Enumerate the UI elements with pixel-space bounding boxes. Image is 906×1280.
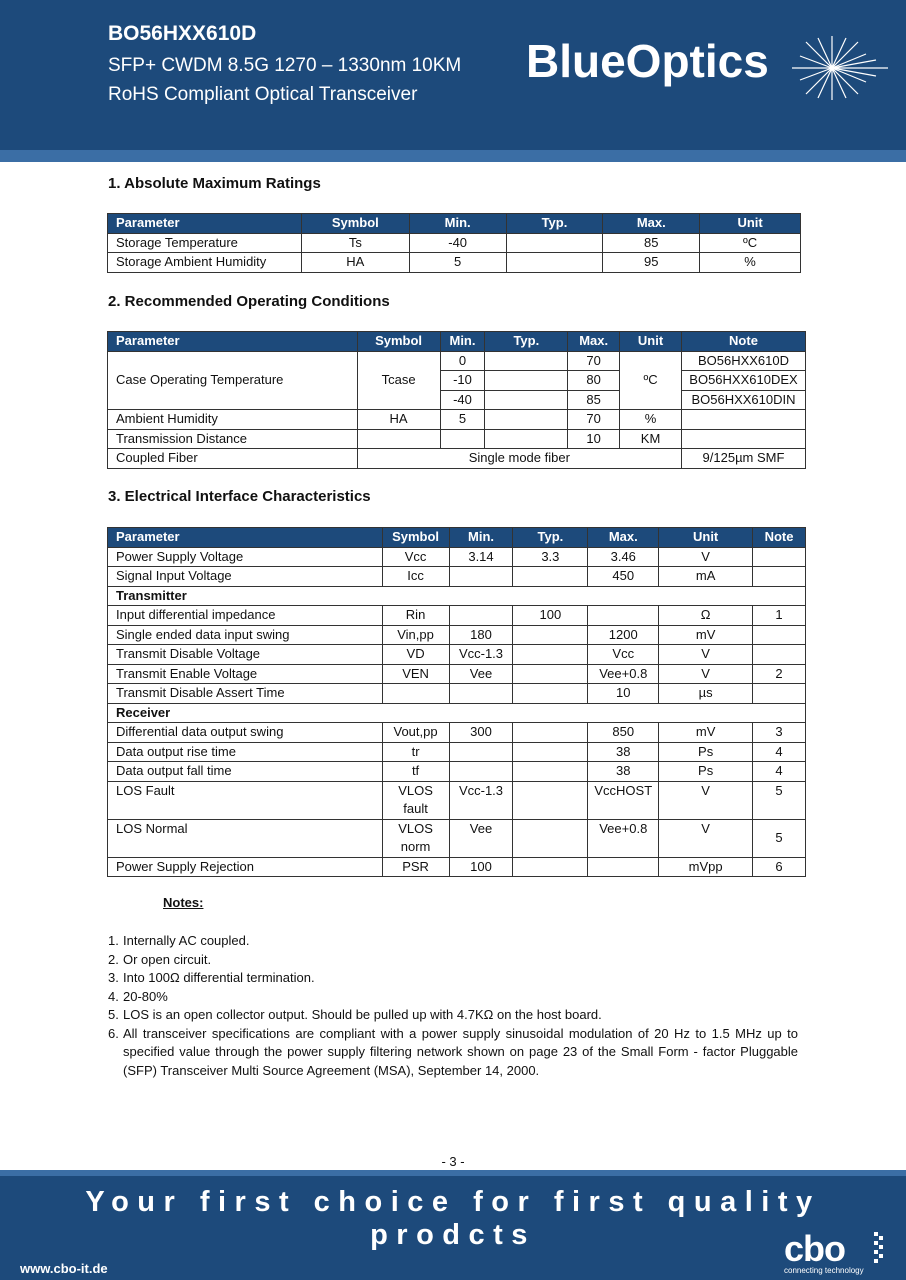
table-header-row bbox=[108, 214, 801, 234]
table-cell: BO56HXX610D bbox=[681, 351, 805, 371]
table-cell: 2 bbox=[753, 664, 806, 684]
table-row bbox=[108, 429, 806, 449]
table-cell bbox=[681, 429, 805, 449]
table-cell: HA bbox=[301, 253, 409, 273]
table-cell bbox=[382, 781, 449, 819]
table-cell: Ts bbox=[301, 233, 409, 253]
table-cell: 1200 bbox=[588, 625, 659, 645]
table-cell: mA bbox=[659, 567, 753, 587]
absolute-max-ratings-table bbox=[107, 213, 801, 273]
list-item bbox=[108, 1006, 798, 1025]
table-cell: VccHOST bbox=[588, 781, 659, 819]
table-subheader-row bbox=[108, 703, 806, 723]
table-cell bbox=[449, 567, 513, 587]
table-cell bbox=[485, 429, 568, 449]
list-item bbox=[108, 969, 798, 988]
note-number: 5. bbox=[108, 1007, 119, 1022]
col-header: Unit bbox=[700, 214, 801, 234]
table-cell bbox=[440, 429, 485, 449]
table-cell: 85 bbox=[568, 390, 620, 410]
note-number: 3. bbox=[108, 970, 119, 985]
table-cell: Transmit Enable Voltage bbox=[108, 664, 383, 684]
table-cell bbox=[513, 723, 588, 743]
table-cell bbox=[513, 645, 588, 665]
table-cell: -40 bbox=[409, 233, 506, 253]
col-header: Min. bbox=[409, 214, 506, 234]
cbo-logo: cbo bbox=[784, 1228, 846, 1269]
table-cell bbox=[513, 781, 588, 819]
table-cell: 300 bbox=[449, 723, 513, 743]
list-item bbox=[108, 932, 798, 951]
table-row bbox=[108, 664, 806, 684]
table-cell: Case Operating Temperature bbox=[108, 351, 358, 410]
symbol-line: norm bbox=[400, 838, 431, 854]
table-cell: Vee bbox=[449, 819, 513, 857]
table-cell bbox=[513, 819, 588, 857]
table-row bbox=[108, 625, 806, 645]
table-cell bbox=[753, 684, 806, 704]
note-number: 2. bbox=[108, 951, 119, 967]
starburst-logo-icon bbox=[792, 36, 888, 100]
product-description: RoHS Compliant Optical Transceiver bbox=[108, 84, 418, 105]
table-cell: 0 bbox=[440, 351, 485, 371]
section-2-title: 2. Recommended Operating Conditions bbox=[108, 293, 390, 310]
table-header-row bbox=[108, 332, 806, 352]
table-row bbox=[108, 567, 806, 587]
table-cell bbox=[449, 606, 513, 626]
table-cell bbox=[449, 742, 513, 762]
operating-conditions-table bbox=[107, 331, 806, 469]
table-cell: Single ended data input swing bbox=[108, 625, 383, 645]
table-cell: V bbox=[659, 645, 753, 665]
table-cell bbox=[357, 429, 440, 449]
table-cell: Signal Input Voltage bbox=[108, 567, 383, 587]
table-cell: ºC bbox=[700, 233, 801, 253]
table-row bbox=[108, 233, 801, 253]
table-row bbox=[108, 781, 806, 819]
table-cell: tf bbox=[382, 762, 449, 782]
table-cell bbox=[513, 857, 588, 877]
table-cell: 5 bbox=[753, 819, 806, 857]
table-cell bbox=[681, 410, 805, 430]
table-cell: 100 bbox=[449, 857, 513, 877]
note-text: Internally AC coupled. bbox=[123, 933, 250, 948]
table-cell: % bbox=[620, 410, 682, 430]
table-row bbox=[108, 449, 806, 469]
table-row bbox=[108, 351, 806, 371]
table-cell: Power Supply Voltage bbox=[108, 547, 383, 567]
transmitter-subheader: Transmitter bbox=[108, 586, 806, 606]
table-cell: Storage Ambient Humidity bbox=[108, 253, 302, 273]
table-cell: mVpp bbox=[659, 857, 753, 877]
table-cell: Vcc-1.3 bbox=[449, 781, 513, 819]
section-1-title: 1. Absolute Maximum Ratings bbox=[108, 175, 321, 192]
table-cell bbox=[485, 390, 568, 410]
table-subheader-row bbox=[108, 586, 806, 606]
notes-list bbox=[108, 932, 798, 1080]
table-header-row bbox=[108, 528, 806, 548]
col-header: Parameter bbox=[108, 214, 302, 234]
note-text: Or open circuit. bbox=[123, 951, 212, 967]
table-cell: Ω bbox=[659, 606, 753, 626]
table-row bbox=[108, 253, 801, 273]
list-item bbox=[108, 988, 798, 1007]
col-header: Symbol bbox=[357, 332, 440, 352]
table-cell: Data output fall time bbox=[108, 762, 383, 782]
table-cell: BO56HXX610DEX bbox=[681, 371, 805, 391]
cbo-dots-icon bbox=[872, 1230, 884, 1266]
col-header: Unit bbox=[620, 332, 682, 352]
table-cell: 5 bbox=[409, 253, 506, 273]
table-cell: Ps bbox=[659, 742, 753, 762]
table-cell: 180 bbox=[449, 625, 513, 645]
col-header: Symbol bbox=[382, 528, 449, 548]
table-cell: 85 bbox=[603, 233, 700, 253]
table-cell: Vee bbox=[449, 664, 513, 684]
table-cell: Transmit Disable Assert Time bbox=[108, 684, 383, 704]
table-cell bbox=[485, 410, 568, 430]
table-row bbox=[108, 819, 806, 857]
table-cell bbox=[753, 625, 806, 645]
product-code: BO56HXX610D bbox=[108, 22, 257, 45]
table-cell bbox=[753, 547, 806, 567]
table-row bbox=[108, 742, 806, 762]
table-cell: Icc bbox=[382, 567, 449, 587]
symbol-line: fault bbox=[403, 800, 428, 816]
cbo-tagline: connecting technology bbox=[784, 1266, 864, 1275]
table-cell: Single mode fiber bbox=[357, 449, 681, 469]
table-cell: mV bbox=[659, 625, 753, 645]
table-cell: % bbox=[700, 253, 801, 273]
table-cell: 100 bbox=[513, 606, 588, 626]
note-text: LOS is an open collector output. Should be pulled up with 4.7KΩ on the host board. bbox=[123, 1007, 602, 1022]
table-cell bbox=[449, 762, 513, 782]
table-cell: 3.3 bbox=[513, 547, 588, 567]
table-cell: V bbox=[659, 547, 753, 567]
note-text: All transceiver specifications are compliant with a power supply sinusoidal modulation of 20 Hz to 1.5 MHz up to specified value through the power supply filtering network shown on page 23 of the Small Form - factor Pluggable (SFP) Transceiver Multi Source Agreement (MSA), September 14, 2000. bbox=[123, 1025, 798, 1078]
table-row bbox=[108, 410, 806, 430]
col-header: Symbol bbox=[301, 214, 409, 234]
table-cell: 5 bbox=[440, 410, 485, 430]
table-cell: Storage Temperature bbox=[108, 233, 302, 253]
table-cell: Rin bbox=[382, 606, 449, 626]
table-cell bbox=[485, 351, 568, 371]
table-row bbox=[108, 723, 806, 743]
footer-accent-strip bbox=[0, 1170, 906, 1176]
table-cell: ºC bbox=[620, 351, 682, 410]
col-header: Parameter bbox=[108, 332, 358, 352]
table-cell: 4 bbox=[753, 762, 806, 782]
table-cell: Transmit Disable Voltage bbox=[108, 645, 383, 665]
table-cell: Tcase bbox=[357, 351, 440, 410]
header-accent-strip bbox=[0, 150, 906, 162]
table-cell: -40 bbox=[440, 390, 485, 410]
product-subtitle: SFP+ CWDM 8.5G 1270 – 1330nm 10KM bbox=[108, 55, 462, 76]
table-cell: Input differential impedance bbox=[108, 606, 383, 626]
table-row bbox=[108, 762, 806, 782]
table-cell: HA bbox=[357, 410, 440, 430]
table-cell: Vcc-1.3 bbox=[449, 645, 513, 665]
table-cell: 4 bbox=[753, 742, 806, 762]
table-cell: 38 bbox=[588, 762, 659, 782]
table-cell: Power Supply Rejection bbox=[108, 857, 383, 877]
table-cell bbox=[588, 606, 659, 626]
col-header: Min. bbox=[440, 332, 485, 352]
table-cell: -10 bbox=[440, 371, 485, 391]
col-header: Note bbox=[753, 528, 806, 548]
receiver-subheader: Receiver bbox=[108, 703, 806, 723]
table-cell: 95 bbox=[603, 253, 700, 273]
table-cell: 450 bbox=[588, 567, 659, 587]
table-row bbox=[108, 547, 806, 567]
table-cell: Data output rise time bbox=[108, 742, 383, 762]
note-number: 4. bbox=[108, 988, 119, 1004]
table-row bbox=[108, 684, 806, 704]
col-header: Typ. bbox=[506, 214, 603, 234]
col-header: Max. bbox=[588, 528, 659, 548]
table-cell bbox=[588, 857, 659, 877]
table-cell: tr bbox=[382, 742, 449, 762]
table-cell: 6 bbox=[753, 857, 806, 877]
table-cell bbox=[382, 819, 449, 857]
table-cell: V bbox=[659, 819, 753, 857]
col-header: Max. bbox=[568, 332, 620, 352]
table-cell bbox=[513, 762, 588, 782]
table-cell: Differential data output swing bbox=[108, 723, 383, 743]
table-cell bbox=[506, 253, 603, 273]
table-cell: BO56HXX610DIN bbox=[681, 390, 805, 410]
table-cell: 3 bbox=[753, 723, 806, 743]
table-cell bbox=[382, 684, 449, 704]
table-cell: Ps bbox=[659, 762, 753, 782]
table-cell: Coupled Fiber bbox=[108, 449, 358, 469]
table-cell: VEN bbox=[382, 664, 449, 684]
table-cell: 1 bbox=[753, 606, 806, 626]
table-cell: Vee+0.8 bbox=[588, 664, 659, 684]
section-3-title: 3. Electrical Interface Characteristics bbox=[108, 488, 371, 505]
table-cell: Vee+0.8 bbox=[588, 819, 659, 857]
note-text: Into 100Ω differential termination. bbox=[123, 970, 315, 985]
symbol-line: VLOS bbox=[398, 782, 433, 798]
table-cell: PSR bbox=[382, 857, 449, 877]
table-cell bbox=[485, 371, 568, 391]
table-cell: KM bbox=[620, 429, 682, 449]
note-number: 6. bbox=[108, 1025, 119, 1041]
table-cell: LOS Normal bbox=[108, 819, 383, 857]
table-cell: LOS Fault bbox=[108, 781, 383, 819]
table-cell: 5 bbox=[753, 781, 806, 819]
table-cell bbox=[753, 567, 806, 587]
table-row bbox=[108, 645, 806, 665]
table-cell: 9/125µm SMF bbox=[681, 449, 805, 469]
table-cell: Vcc bbox=[588, 645, 659, 665]
table-cell: Vin,pp bbox=[382, 625, 449, 645]
page-number: - 3 - bbox=[441, 1154, 465, 1169]
table-cell: 10 bbox=[568, 429, 620, 449]
note-number: 1. bbox=[108, 933, 119, 948]
table-cell: µs bbox=[659, 684, 753, 704]
table-cell: Ambient Humidity bbox=[108, 410, 358, 430]
table-cell: 3.14 bbox=[449, 547, 513, 567]
col-header: Max. bbox=[603, 214, 700, 234]
table-cell: mV bbox=[659, 723, 753, 743]
note-text: 20-80% bbox=[123, 988, 168, 1004]
footer-slogan: Your first choice for first quality prodcts bbox=[85, 1186, 821, 1251]
table-cell: 3.46 bbox=[588, 547, 659, 567]
table-cell bbox=[513, 625, 588, 645]
blueoptics-logo: BlueOptics bbox=[526, 35, 769, 87]
table-cell bbox=[513, 742, 588, 762]
notes-heading: Notes: bbox=[163, 895, 204, 910]
table-cell bbox=[506, 233, 603, 253]
list-item bbox=[108, 951, 798, 970]
table-cell: Vout,pp bbox=[382, 723, 449, 743]
col-header: Min. bbox=[449, 528, 513, 548]
table-cell: V bbox=[659, 781, 753, 819]
table-cell bbox=[753, 645, 806, 665]
table-row bbox=[108, 857, 806, 877]
electrical-characteristics-table bbox=[107, 527, 806, 877]
table-cell bbox=[513, 664, 588, 684]
list-item bbox=[108, 1025, 798, 1081]
col-header: Typ. bbox=[485, 332, 568, 352]
table-cell: 850 bbox=[588, 723, 659, 743]
table-cell: Vcc bbox=[382, 547, 449, 567]
table-cell bbox=[513, 567, 588, 587]
table-cell: 80 bbox=[568, 371, 620, 391]
table-cell: VD bbox=[382, 645, 449, 665]
table-cell: 10 bbox=[588, 684, 659, 704]
col-header: Parameter bbox=[108, 528, 383, 548]
table-cell bbox=[513, 684, 588, 704]
table-cell: Transmission Distance bbox=[108, 429, 358, 449]
website-link[interactable]: www.cbo-it.de bbox=[20, 1261, 108, 1276]
table-cell: V bbox=[659, 664, 753, 684]
col-header: Typ. bbox=[513, 528, 588, 548]
table-row bbox=[108, 606, 806, 626]
col-header: Unit bbox=[659, 528, 753, 548]
table-cell: 70 bbox=[568, 351, 620, 371]
table-cell bbox=[449, 684, 513, 704]
col-header: Note bbox=[681, 332, 805, 352]
table-cell: 70 bbox=[568, 410, 620, 430]
symbol-line: VLOS bbox=[398, 820, 433, 836]
table-cell: 38 bbox=[588, 742, 659, 762]
